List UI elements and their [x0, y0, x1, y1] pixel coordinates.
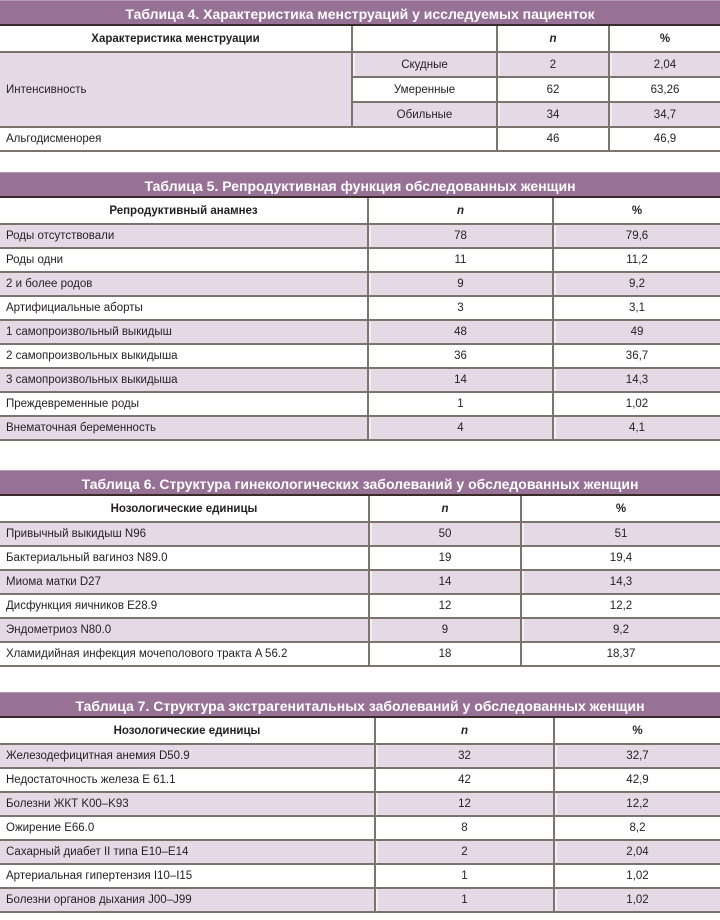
row-label: Миома матки D27	[0, 570, 369, 594]
row-percent: 9,2	[553, 272, 720, 296]
table-row	[0, 52, 720, 77]
row-label: Дисфункция яичников E28.9	[0, 594, 369, 618]
table-4-grid	[0, 26, 720, 152]
table-header-row	[0, 26, 720, 52]
row-n: 19	[369, 546, 521, 570]
table-row	[0, 272, 720, 296]
row-percent: 46,9	[609, 127, 720, 151]
row-label: Ожирение E66.0	[0, 816, 375, 840]
row-percent: 32,7	[554, 744, 720, 768]
row-label: Преждевременные роды	[0, 392, 368, 416]
table-7	[0, 692, 720, 913]
row-n: 8	[375, 816, 554, 840]
row-label: Бактериальный вагиноз N89.0	[0, 546, 369, 570]
row-percent: 1,02	[554, 864, 720, 888]
row-percent: 14,3	[521, 570, 720, 594]
table-6	[0, 470, 720, 667]
column-header-subtype	[352, 26, 497, 52]
row-n: 9	[368, 272, 553, 296]
column-header-n: n	[369, 496, 521, 522]
row-n: 32	[375, 744, 554, 768]
table-5	[0, 172, 720, 441]
table-row	[0, 248, 720, 272]
row-percent: 36,7	[553, 344, 720, 368]
table-6-title: Таблица 6. Структура гинекологических заболеваний у обследованных женщин	[0, 470, 720, 496]
table-row	[0, 368, 720, 392]
row-label: Привычный выкидыш N96	[0, 522, 369, 546]
row-n: 36	[368, 344, 553, 368]
row-label: Роды одни	[0, 248, 368, 272]
table-row	[0, 127, 720, 151]
table-row	[0, 840, 720, 864]
row-label: 1 самопроизвольный выкидыш	[0, 320, 368, 344]
row-percent: 12,2	[554, 792, 720, 816]
row-n: 12	[375, 792, 554, 816]
row-n: 34	[497, 102, 609, 127]
row-n: 11	[368, 248, 553, 272]
row-percent: 2,04	[609, 52, 720, 77]
table-6-grid	[0, 496, 720, 667]
row-n: 1	[368, 392, 553, 416]
table-row	[0, 888, 720, 912]
row-n: 18	[369, 642, 521, 666]
table-header-row	[0, 496, 720, 522]
row-percent: 19,4	[521, 546, 720, 570]
table-4	[0, 0, 720, 152]
row-label: 2 и более родов	[0, 272, 368, 296]
row-subtype: Обильные	[352, 102, 497, 127]
table-row	[0, 594, 720, 618]
table-row	[0, 546, 720, 570]
row-label: Хламидийная инфекция мочеполового тракта A 56.2	[0, 642, 369, 666]
row-percent: 11,2	[553, 248, 720, 272]
row-subtype: Умеренные	[352, 77, 497, 102]
row-n: 9	[369, 618, 521, 642]
table-row	[0, 344, 720, 368]
row-n: 78	[368, 224, 553, 248]
row-label: Артериальная гипертензия I10–I15	[0, 864, 375, 888]
column-header-n: n	[375, 718, 554, 744]
row-label: Альгодисменорея	[0, 127, 497, 151]
row-label: Сахарный диабет II типа E10–E14	[0, 840, 375, 864]
row-label: Недостаточность железа E 61.1	[0, 768, 375, 792]
table-row	[0, 224, 720, 248]
row-percent: 51	[521, 522, 720, 546]
column-header-nosological-units: Нозологические единицы	[0, 496, 369, 522]
row-n: 62	[497, 77, 609, 102]
row-percent: 63,26	[609, 77, 720, 102]
table-row	[0, 816, 720, 840]
row-percent: 14,3	[553, 368, 720, 392]
table-row	[0, 618, 720, 642]
row-n: 2	[497, 52, 609, 77]
table-row	[0, 320, 720, 344]
table-row	[0, 792, 720, 816]
row-percent: 4,1	[553, 416, 720, 440]
row-percent: 1,02	[553, 392, 720, 416]
row-n: 50	[369, 522, 521, 546]
table-row	[0, 642, 720, 666]
row-label: Болезни ЖКТ K00–K93	[0, 792, 375, 816]
row-n: 46	[497, 127, 609, 151]
table-row	[0, 864, 720, 888]
row-percent: 3,1	[553, 296, 720, 320]
row-percent: 42,9	[554, 768, 720, 792]
row-label: 2 самопроизвольных выкидыша	[0, 344, 368, 368]
column-header-percent: %	[521, 496, 720, 522]
column-header-n: n	[368, 198, 553, 224]
table-7-title: Таблица 7. Структура экстрагенитальных заболеваний у обследованных женщин	[0, 692, 720, 718]
row-n: 14	[368, 368, 553, 392]
column-header-n: n	[497, 26, 609, 52]
column-header-reproductive-history: Репродуктивный анамнез	[0, 198, 368, 224]
row-n: 2	[375, 840, 554, 864]
table-row	[0, 744, 720, 768]
table-header-row	[0, 198, 720, 224]
column-header-percent: %	[609, 26, 720, 52]
row-n: 1	[375, 864, 554, 888]
table-row	[0, 296, 720, 320]
row-percent: 8,2	[554, 816, 720, 840]
table-4-title: Таблица 4. Характеристика менструаций у исследуемых пациенток	[0, 0, 720, 26]
column-header-percent: %	[553, 198, 720, 224]
table-row	[0, 416, 720, 440]
row-subtype: Скудные	[352, 52, 497, 77]
row-label: 3 самопроизвольных выкидыша	[0, 368, 368, 392]
row-n: 48	[368, 320, 553, 344]
row-percent: 12,2	[521, 594, 720, 618]
row-percent: 49	[553, 320, 720, 344]
row-n: 3	[368, 296, 553, 320]
column-header-percent: %	[554, 718, 720, 744]
row-label: Болезни органов дыхания J00–J99	[0, 888, 375, 912]
row-label: Железодефицитная анемия D50.9	[0, 744, 375, 768]
row-label: Внематочная беременность	[0, 416, 368, 440]
column-header-nosological-units: Нозологические единицы	[0, 718, 375, 744]
table-5-title: Таблица 5. Репродуктивная функция обследованных женщин	[0, 172, 720, 198]
row-percent: 34,7	[609, 102, 720, 127]
table-header-row	[0, 718, 720, 744]
row-group-label: Интенсивность	[0, 52, 352, 127]
row-label: Эндометриоз N80.0	[0, 618, 369, 642]
row-percent: 1,02	[554, 888, 720, 912]
column-header-characteristic: Характеристика менструации	[0, 26, 352, 52]
table-row	[0, 522, 720, 546]
row-n: 1	[375, 888, 554, 912]
row-n: 4	[368, 416, 553, 440]
row-percent: 18,37	[521, 642, 720, 666]
row-percent: 2,04	[554, 840, 720, 864]
row-percent: 79,6	[553, 224, 720, 248]
table-row	[0, 768, 720, 792]
table-5-grid	[0, 198, 720, 441]
table-row	[0, 392, 720, 416]
row-n: 42	[375, 768, 554, 792]
table-7-grid	[0, 718, 720, 913]
table-row	[0, 570, 720, 594]
row-percent: 9,2	[521, 618, 720, 642]
row-n: 12	[369, 594, 521, 618]
row-n: 14	[369, 570, 521, 594]
row-label: Артифициальные аборты	[0, 296, 368, 320]
row-label: Роды отсутствовали	[0, 224, 368, 248]
